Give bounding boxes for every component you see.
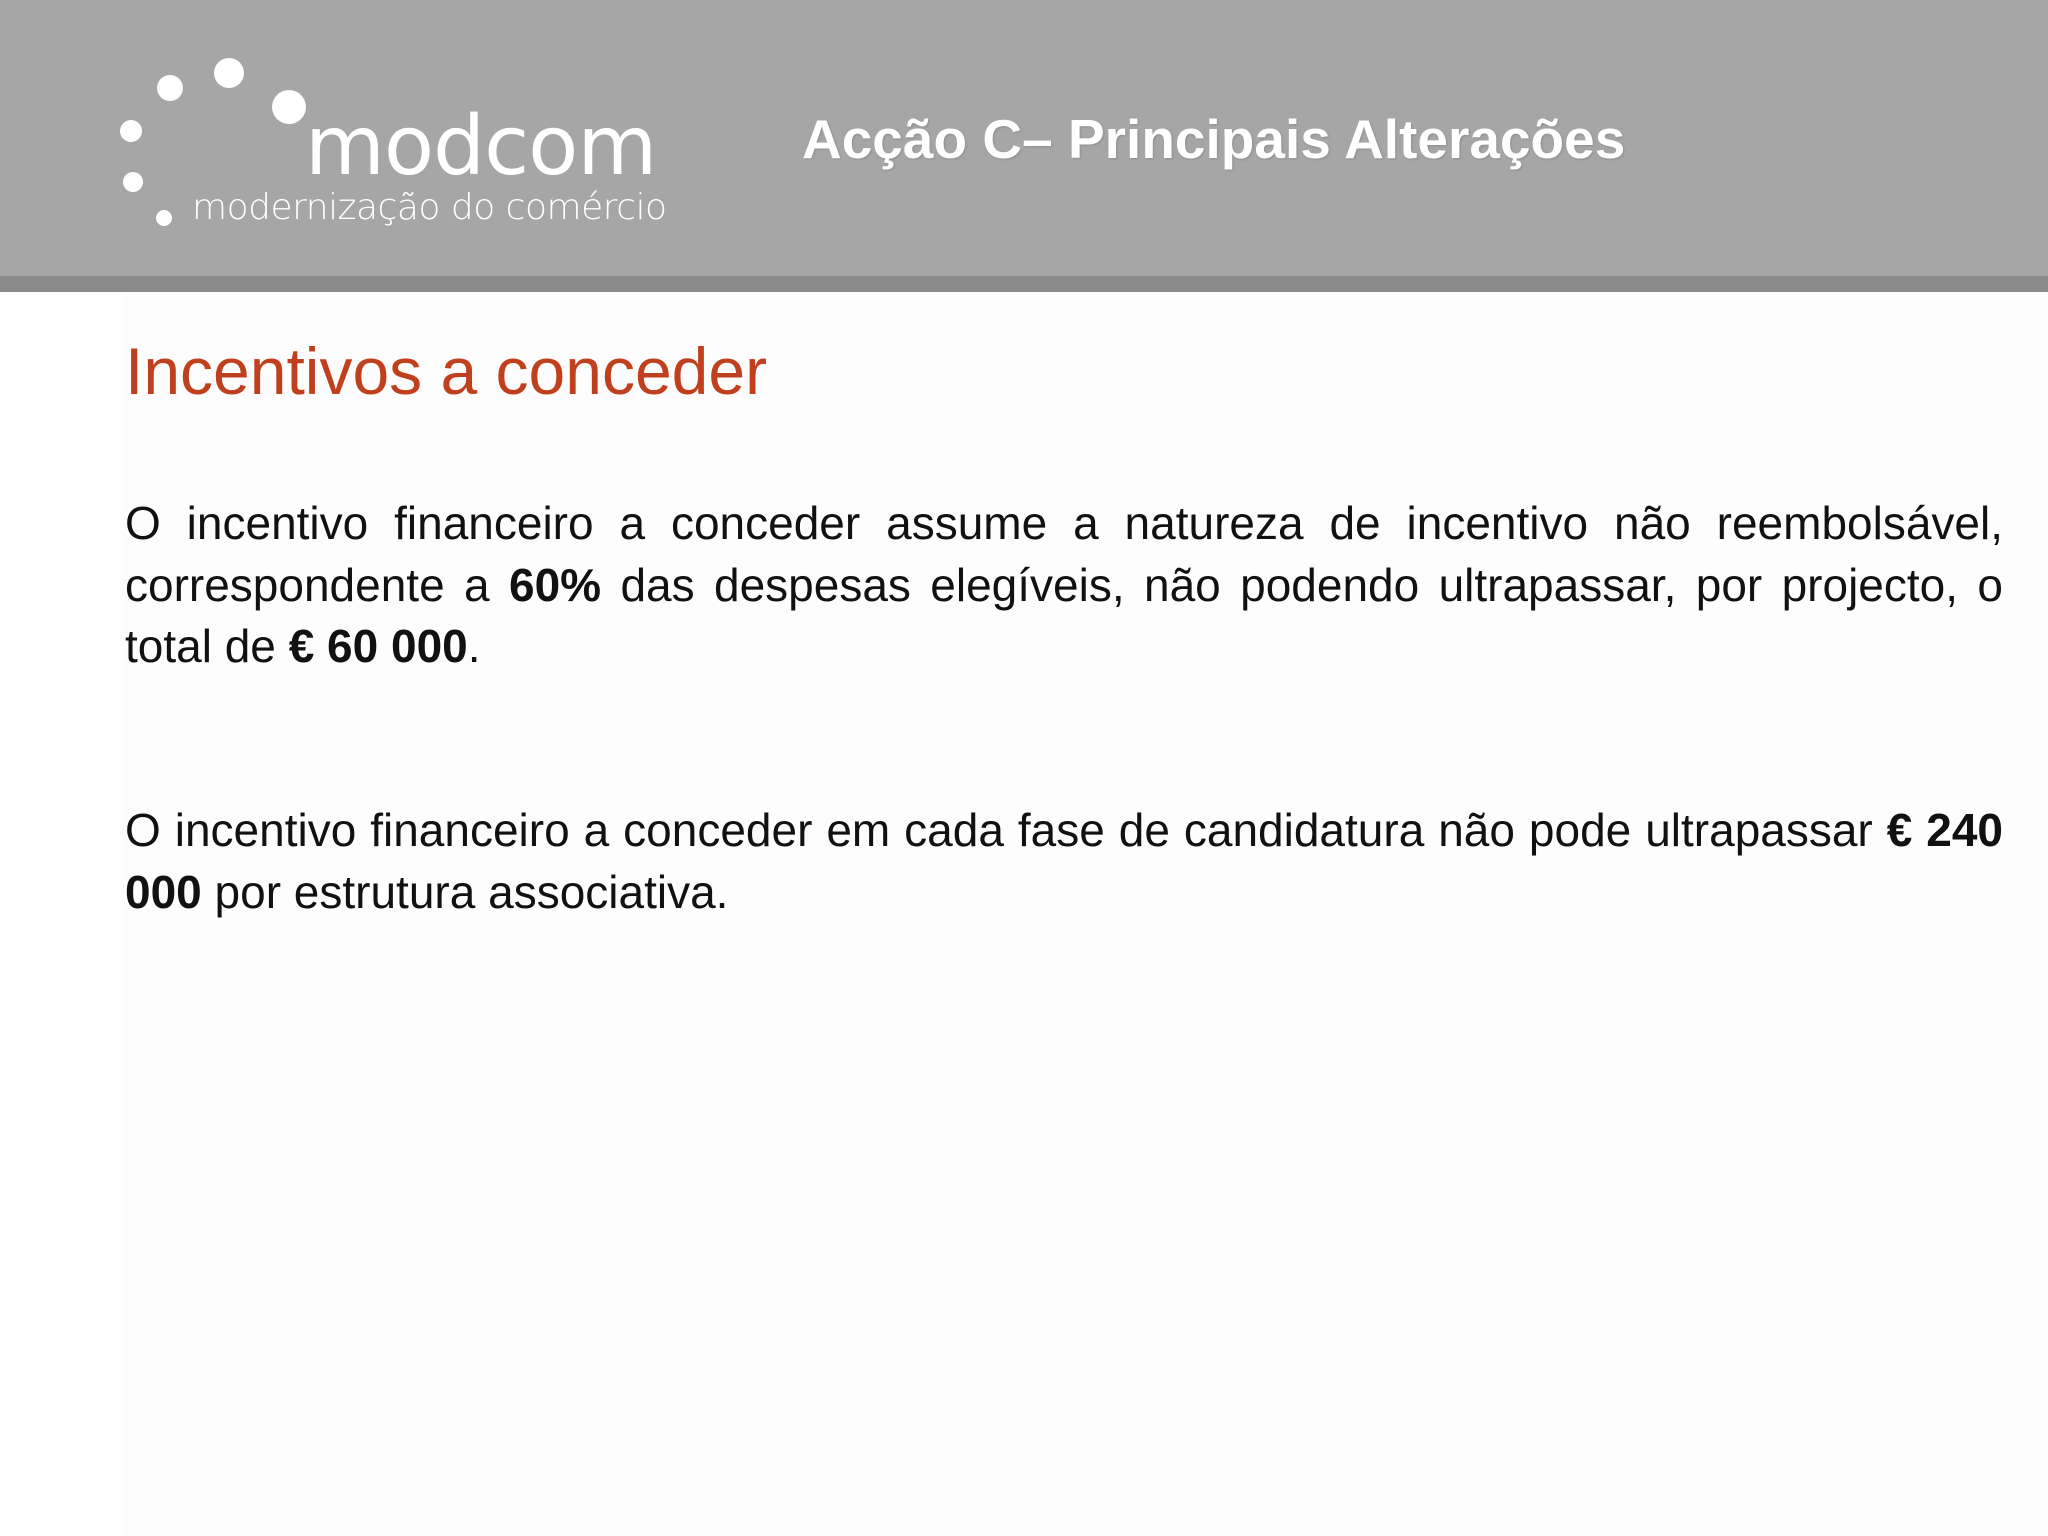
header-divider: [0, 276, 2048, 292]
header-title: Acção C– Principais Alterações: [802, 108, 1626, 170]
logo-tagline: modernização do comércio: [192, 187, 667, 228]
logo-dot: [156, 210, 172, 226]
logo-dot: [272, 90, 306, 124]
logo-wordmark: modcom: [305, 99, 657, 194]
logo-dot: [123, 172, 143, 192]
paragraph-text: das despesas elegíveis, não podendo ultrapassar, por projecto, o total de: [125, 558, 2003, 672]
logo-dot: [157, 75, 183, 101]
logo-dot: [214, 58, 244, 88]
header-bar: [0, 0, 2048, 276]
section-title: Incentivos a conceder: [125, 334, 768, 408]
paragraph-text: .: [467, 620, 481, 672]
paragraph-text: O incentivo financeiro a conceder em cada fase de candidatura não pode ultrapassar: [125, 804, 1887, 856]
modcom-logo: [120, 50, 680, 240]
highlight-percentage: 60%: [509, 558, 602, 611]
paragraph-incentive-rate: [125, 493, 2003, 678]
logo-dot: [120, 120, 142, 142]
paragraph-text: O incentivo financeiro a conceder assume a natureza de incentivo não reembolsável, correspondente a: [125, 497, 2003, 611]
paragraph-phase-limit: [125, 800, 2003, 923]
highlight-amount: € 240 000: [125, 804, 2003, 918]
paragraph-text: por estrutura associativa.: [201, 865, 729, 918]
highlight-amount: € 60 000: [288, 620, 468, 672]
